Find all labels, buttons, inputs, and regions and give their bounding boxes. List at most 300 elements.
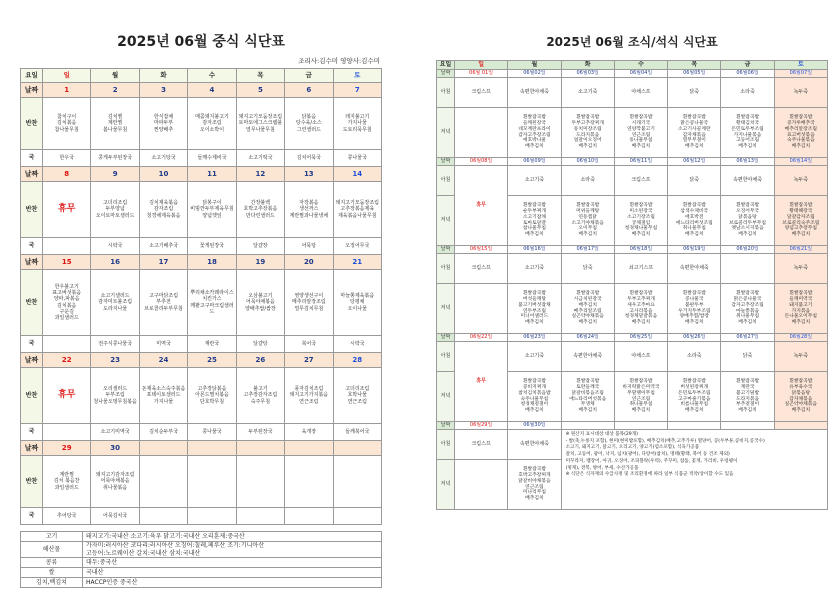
dinner-cell bbox=[455, 460, 508, 510]
soup-cell bbox=[139, 508, 187, 525]
dinner-cell: 흰쌀잡곡밥 황태김치국 돈민토두부조림 가지나물볶음 고등어조림 배추김치 bbox=[721, 108, 774, 158]
date-cell: 06월29일 bbox=[455, 422, 508, 430]
date-cell: 06월21일 bbox=[774, 246, 827, 254]
date-cell: 8 bbox=[43, 167, 91, 182]
breakfast-cell: 닭죽 bbox=[561, 254, 614, 284]
dinner-cell bbox=[455, 284, 508, 334]
date-row-label: 날짜 bbox=[21, 83, 43, 98]
origin-row bbox=[21, 532, 382, 542]
dinner-cell: 흰쌀잡곡밥 버섯들깨탕 불고기버섯잡채 연두부조림 미니어샐러드 배추김치 bbox=[508, 284, 561, 334]
lunch-menu-title: 2025년 06월 중식 식단표 bbox=[117, 34, 285, 50]
date-cell bbox=[774, 422, 827, 430]
soup-cell: 김치어묵국 bbox=[285, 150, 333, 167]
weekday-header-row bbox=[21, 69, 382, 83]
date-cell: 18 bbox=[188, 255, 236, 270]
date-cell: 06월15일 bbox=[455, 246, 508, 254]
breakfast-cell: 소고기죽 bbox=[508, 254, 561, 284]
breakfast-row-label: 아침 bbox=[437, 78, 455, 108]
breakfast-cell: 녹두죽 bbox=[774, 254, 827, 284]
date-cell: 06월05일 bbox=[668, 70, 721, 78]
dinner-cell: 흰쌀잡곡밥 머위들깨탕 연동찜닭 소고기야채볶음 오이무침 배추김치 bbox=[561, 196, 614, 246]
date-cell: 24 bbox=[139, 353, 187, 368]
main-dish-cell: 매콤돼지불고기 감자조림 오이소박이 bbox=[188, 98, 236, 150]
dinner-cell: 흰쌀잡곡밥 유부육수국 닭볶음탕 감자채볶음 실곤약야채볶음 배추김치 bbox=[774, 372, 827, 422]
date-row-label: 날짜 bbox=[437, 246, 455, 254]
holiday-label: 휴무 bbox=[43, 368, 91, 424]
dinner-cell: 흰쌀잡곡밥 콩나물국 불판두부 우거지두부조림 양배추찜/쌈장 배추김치 bbox=[668, 284, 721, 334]
soup-cell bbox=[43, 424, 91, 441]
date-cell: 06월12일 bbox=[668, 158, 721, 166]
date-row-label: 날짜 bbox=[21, 167, 43, 182]
dinner-cell: 흰쌀잡곡밥 버섯된장찌개 돈민토두부조림 고구마줄기볶음 비름나물무침 배추김치 bbox=[668, 372, 721, 422]
note-line: 소고기, 돼지고기, 닭고기, 오리고기, 양고기(염소포함), 식육가공품 bbox=[565, 445, 700, 451]
weekday-tuesday: 화 bbox=[561, 61, 614, 70]
origin-row bbox=[21, 542, 382, 558]
soup-cell: 콩나물국 bbox=[188, 424, 236, 441]
main-dish-row-label: 반찬 bbox=[21, 98, 43, 150]
date-cell bbox=[721, 422, 774, 430]
breakfast-cell: 닭죽 bbox=[668, 166, 721, 196]
main-dish-cell: 닭봉구이 비빔깐두부제육무침 양념깻잎 bbox=[188, 182, 236, 238]
date-cell bbox=[333, 441, 381, 456]
breakfast-row bbox=[437, 166, 828, 196]
main-dish-cell: 돈제육소스숙주볶음 포테이토샐러드 가지나물 bbox=[139, 368, 187, 424]
date-cell: 19 bbox=[236, 255, 284, 270]
soup-cell: 두부된장국 bbox=[236, 424, 284, 441]
breakfast-cell: 야채스프 bbox=[614, 342, 667, 372]
soup-cell: 달걀장 bbox=[236, 238, 284, 255]
breakfast-cell: 녹두죽 bbox=[774, 342, 827, 372]
date-cell bbox=[668, 422, 721, 430]
weekday-saturday: 토 bbox=[333, 69, 381, 83]
origin-category: 김치,백김치 bbox=[21, 578, 83, 588]
breakfast-cell: 소라죽 bbox=[721, 78, 774, 108]
dinner-cell: 흰쌀잡곡밥 맑은콩나물국 감자고추장조림 마늘쫑볶음 취나물무침 배추김치 bbox=[721, 284, 774, 334]
date-cell: 06월07일 bbox=[774, 70, 827, 78]
date-row bbox=[21, 255, 382, 270]
origin-row bbox=[21, 558, 382, 568]
date-cell bbox=[188, 441, 236, 456]
origin-category: 쌀 bbox=[21, 568, 83, 578]
date-cell: 12 bbox=[236, 167, 284, 182]
dinner-row-label: 저녁 bbox=[437, 284, 455, 334]
weekday-monday: 월 bbox=[508, 61, 561, 70]
main-dish-cell: 풍자김치조림 돼지고기가지볶음 연근조림 bbox=[285, 368, 333, 424]
origin-value: 국내산 bbox=[83, 568, 382, 578]
date-cell: 06월20일 bbox=[721, 246, 774, 254]
soup-cell: 김치순두부국 bbox=[139, 424, 187, 441]
breakfast-row-label: 아침 bbox=[437, 254, 455, 284]
breakfast-row bbox=[437, 78, 828, 108]
breakfast-cell: 녹두죽 bbox=[774, 78, 827, 108]
soup-cell: 계란국 bbox=[188, 336, 236, 353]
date-cell: 14 bbox=[333, 167, 381, 182]
soup-cell: 육개장 bbox=[285, 424, 333, 441]
breakfast-cell: 크림스프 bbox=[455, 78, 508, 108]
note-line: - 쌀(축,누룽지 포함), 현미(현미밥포함), 배추김치(배추,고추가루) 열양어, 콩(두부류,콩비지,콩국수) bbox=[565, 438, 765, 444]
holiday-label: 휴무 bbox=[455, 342, 508, 422]
soup-row bbox=[21, 238, 382, 255]
date-cell: 7 bbox=[333, 83, 381, 98]
main-dish-cell: 오리샐러드 두부조림 청나물오뎅무침볶음 bbox=[91, 368, 139, 424]
main-dish-cell: 한우불고기 표고버섯볶음 양파,파볶음 김치볶음 구운김 과일샐러드 bbox=[43, 270, 91, 336]
breakfast-row-label: 아침 bbox=[437, 342, 455, 372]
date-cell: 06월11일 bbox=[614, 158, 667, 166]
main-dish-cell bbox=[188, 456, 236, 508]
main-dish-cell: 김치찜 계란찜 봄나물무침 bbox=[91, 98, 139, 150]
notes-cell bbox=[561, 430, 827, 510]
soup-cell: 한우국 bbox=[43, 150, 91, 167]
date-cell: 06월16일 bbox=[508, 246, 561, 254]
soup-row-label: 국 bbox=[21, 150, 43, 167]
breakfast-cell: 크림스프 bbox=[455, 254, 508, 284]
date-cell: 13 bbox=[285, 167, 333, 182]
date-row bbox=[21, 83, 382, 98]
soup-row bbox=[21, 336, 382, 353]
date-row-label: 날짜 bbox=[21, 353, 43, 368]
soup-cell: 소고기떡국 bbox=[236, 150, 284, 167]
origin-value: 돼지고기:국내산 소고기:육우 닭고기:국내산 오리훈제:중국산 bbox=[83, 532, 382, 542]
dinner-cell: 흰쌀잡곡밥 시금치된장국 배추김치 메추리알조림 실곤약야채볶음 배추김치 bbox=[561, 284, 614, 334]
note-line: 갈치, 고등어, 광어, 낙지, 넙치(광어), 다랑어(참치), 명태(황태, 북어 등 건조 제외) bbox=[565, 452, 730, 458]
dinner-cell: 흰쌀잡곡밥 콩가루배추국 메추리알장조림 표고버섯볶음 숙주나물볶음 배추김치 bbox=[774, 108, 827, 158]
dinner-cell: 흰쌀잡곡밥 오징어무국 닭볶음탕 브로콜리두부무침 옛날소시지볶음 배추김치 bbox=[721, 196, 774, 246]
date-cell: 22 bbox=[43, 353, 91, 368]
date-cell: 2 bbox=[91, 83, 139, 98]
breakfast-dinner-table bbox=[436, 60, 828, 510]
date-row-label: 날짜 bbox=[437, 158, 455, 166]
date-cell: 06월23일 bbox=[508, 334, 561, 342]
main-dish-row bbox=[21, 368, 382, 424]
date-row bbox=[437, 70, 828, 78]
soup-cell: 콩나물국 bbox=[333, 150, 381, 167]
soup-cell bbox=[43, 336, 91, 353]
soup-cell bbox=[333, 508, 381, 525]
dinner-cell: 흰쌀잡곡밥 콩비지찌개 참치김치볶음밥 숙주나물무침 청경채겉절이 배추김치 bbox=[508, 372, 561, 422]
origin-category: 해산물 bbox=[21, 542, 83, 558]
date-cell: 4 bbox=[188, 83, 236, 98]
date-row-label: 날짜 bbox=[437, 334, 455, 342]
date-cell: 25 bbox=[188, 353, 236, 368]
date-cell bbox=[614, 422, 667, 430]
soup-cell bbox=[236, 508, 284, 525]
soup-cell bbox=[43, 238, 91, 255]
weekday-header-label: 요일 bbox=[21, 69, 43, 83]
main-dish-cell: 고더리조림 두부양념 오이토마토샐러드 bbox=[91, 182, 139, 238]
date-cell: 06월10일 bbox=[561, 158, 614, 166]
origin-category: 고기 bbox=[21, 532, 83, 542]
main-dish-cell: 불고기 고추장감자조림 숙주무침 bbox=[236, 368, 284, 424]
breakfast-cell: 소고기죽 bbox=[508, 342, 561, 372]
date-row-label: 날짜 bbox=[437, 422, 455, 430]
dinner-cell: 흰쌀잡곡밥 맑은콩나물국 소고기사골계란 감자채볶음 열무무절이 배추김치 bbox=[668, 108, 721, 158]
dinner-row bbox=[437, 284, 828, 334]
main-dish-cell: 고더리조림 호박나물 연근조림 bbox=[333, 368, 381, 424]
date-cell: 10 bbox=[139, 167, 187, 182]
weekday-sunday: 일 bbox=[455, 61, 508, 70]
lunch-menu-table bbox=[20, 68, 382, 525]
holiday-label: 휴무 bbox=[455, 166, 508, 246]
weekday-header-label: 요일 bbox=[437, 61, 455, 70]
date-cell: 15 bbox=[43, 255, 91, 270]
date-cell: 06월26일 bbox=[668, 334, 721, 342]
main-dish-row bbox=[21, 182, 382, 238]
date-cell: 21 bbox=[333, 255, 381, 270]
main-dish-row bbox=[21, 98, 382, 150]
date-cell: 23 bbox=[91, 353, 139, 368]
soup-cell: 들깨수제비국 bbox=[188, 150, 236, 167]
soup-row bbox=[21, 508, 382, 525]
main-dish-cell: 고추장닭볶음 아몬드멸치볶음 단호박무침 bbox=[188, 368, 236, 424]
breakfast-cell: 야채스프 bbox=[614, 78, 667, 108]
soup-row-label: 국 bbox=[21, 238, 43, 255]
main-dish-cell: 참치구이 김치볶음 참나물무침 bbox=[43, 98, 91, 150]
date-cell: 6 bbox=[285, 83, 333, 98]
date-row-label: 날짜 bbox=[21, 255, 43, 270]
date-row bbox=[437, 158, 828, 166]
date-row bbox=[437, 334, 828, 342]
dinner-cell bbox=[455, 108, 508, 158]
breakfast-dinner-title: 2025년 06월 조식/석식 식단표 bbox=[546, 35, 718, 49]
soup-cell: 소고기미역국 bbox=[91, 424, 139, 441]
date-cell: 5 bbox=[236, 83, 284, 98]
breakfast-row bbox=[437, 342, 828, 372]
dinner-cell: 흰쌀잡곡밥 시래기국 연양깍불고기 연근조림 동나물무침 배추김치 bbox=[614, 108, 667, 158]
main-dish-row bbox=[21, 456, 382, 508]
main-dish-cell bbox=[333, 456, 381, 508]
soup-cell: 소고기배추국 bbox=[139, 238, 187, 255]
dinner-cell: 흰쌀잡곡밥 두부고추장찌개 동치미장조림 도라지볶음 얼갈이오징어 배추김치 bbox=[561, 108, 614, 158]
soup-cell: 시락국 bbox=[333, 336, 381, 353]
breakfast-row-label: 아침 bbox=[437, 166, 455, 196]
dinner-row-label: 저녁 bbox=[437, 372, 455, 422]
main-dish-cell: 한식잡채 마파두부 찐양배추 bbox=[139, 98, 187, 150]
breakfast-cell: 녹두죽 bbox=[774, 166, 827, 196]
soup-row-label: 국 bbox=[21, 508, 43, 525]
breakfast-cell: 크림스프 bbox=[455, 430, 508, 460]
date-cell bbox=[285, 441, 333, 456]
date-cell: 06월30일 bbox=[508, 422, 561, 430]
soup-cell: 추어탕국 bbox=[43, 508, 91, 525]
weekday-friday: 금 bbox=[721, 61, 774, 70]
breakfast-row bbox=[437, 430, 828, 460]
origin-value: 가자미:러시아산 코다리:러시아산 오징어:칠레,페루산 조기:기니아산 고등어:노르웨이산 갈치:국내산 삼치:국내산 bbox=[83, 542, 382, 558]
soup-row bbox=[21, 424, 382, 441]
soup-cell: 콩게두부된장국 bbox=[91, 150, 139, 167]
main-dish-cell: 간장불백 호박고추장볶음 만다린샐러드 bbox=[236, 182, 284, 238]
weekday-thursday: 목 bbox=[236, 69, 284, 83]
dinner-cell: 흰쌀잡곡밥 호박고추장찌개 닭갈비야채볶음 연근조림 미나리무침 배추김치 bbox=[508, 460, 561, 510]
origin-row bbox=[21, 578, 382, 588]
date-cell: 9 bbox=[91, 167, 139, 182]
breakfast-dinner-panel bbox=[436, 30, 828, 510]
main-dish-cell: 마늘쫑제육볶음 탕평채 오이나물 bbox=[333, 270, 381, 336]
main-dish-cell: 소고기샐러드 감자미트볼조림 도라지나물 bbox=[91, 270, 139, 336]
main-dish-row-label: 반찬 bbox=[21, 456, 43, 508]
date-cell: 27 bbox=[285, 353, 333, 368]
weekday-sunday: 일 bbox=[43, 69, 91, 83]
note-line: ※ 식단은 식자재의 수급사정 및 조리환경에 따라 일부 식품군 적약/상이할 수도 있음 bbox=[565, 472, 734, 478]
weekday-wednesday: 수 bbox=[614, 61, 667, 70]
date-row bbox=[437, 246, 828, 254]
breakfast-cell: 소고기죽 bbox=[561, 78, 614, 108]
date-cell: 06월02일 bbox=[508, 70, 561, 78]
dinner-cell: 흰쌀잡곡밥 계란국 불고기덮밥 도라지볶음 부추겉절이 배추김치 bbox=[721, 372, 774, 422]
soup-cell: 어묵탕 bbox=[285, 238, 333, 255]
date-cell: 06월25일 bbox=[614, 334, 667, 342]
date-cell: 11 bbox=[188, 167, 236, 182]
soup-cell: 어묵김치국 bbox=[91, 508, 139, 525]
note-line: ※ 원산지 표시대상 대상 품목(29개) bbox=[565, 432, 638, 437]
main-dish-row-label: 반찬 bbox=[21, 182, 43, 238]
weekday-header-row bbox=[437, 61, 828, 70]
date-cell: 06월 01일 bbox=[455, 70, 508, 78]
origin-category: 콩류 bbox=[21, 558, 83, 568]
date-cell: 30 bbox=[91, 441, 139, 456]
soup-cell: 들깨북어국 bbox=[333, 424, 381, 441]
date-cell: 06월19일 bbox=[668, 246, 721, 254]
main-dish-cell: 고구마닭조림 부추전 브로콜리두부무침 bbox=[139, 270, 187, 336]
main-dish-cell: 자장볶음 생선까스 계란찜과나물냉채 bbox=[285, 182, 333, 238]
breakfast-cell: 닭죽 bbox=[668, 78, 721, 108]
dinner-cell: 흰쌀잡곡밥 순두부찌개 소고기잡채 토마토달걀 참나물무침 배추김치 bbox=[508, 196, 561, 246]
main-dish-cell: 돼지고기모둠장조림 고추장볶음제육 제육볶음나물무침 bbox=[333, 182, 381, 238]
soup-cell: 시락국 bbox=[91, 238, 139, 255]
breakfast-row bbox=[437, 254, 828, 284]
main-dish-cell: 영양생선구이 메추리알장조림 열무김치무침 bbox=[285, 270, 333, 336]
soup-cell: 꽃게된장국 bbox=[188, 238, 236, 255]
dinner-cell: 흰쌀잡곡밥 삼색수제비국 애호박전 애느타리버섯조림 취나물무침 배추김치 bbox=[668, 196, 721, 246]
breakfast-cell: 크림스프 bbox=[614, 166, 667, 196]
date-cell: 06월08일 bbox=[455, 158, 508, 166]
date-row bbox=[21, 167, 382, 182]
soup-cell bbox=[188, 508, 236, 525]
weekday-friday: 금 bbox=[285, 69, 333, 83]
date-cell bbox=[236, 441, 284, 456]
main-dish-cell bbox=[285, 456, 333, 508]
date-row-label: 날짜 bbox=[437, 70, 455, 78]
date-row bbox=[21, 353, 382, 368]
breakfast-cell: 속편한야채죽 bbox=[721, 166, 774, 196]
breakfast-cell: 소고기죽 bbox=[508, 166, 561, 196]
origin-row bbox=[21, 568, 382, 578]
weekday-saturday: 토 bbox=[774, 61, 827, 70]
soup-cell: 달걀탕 bbox=[236, 336, 284, 353]
date-cell: 06월28일 bbox=[774, 334, 827, 342]
dinner-cell: 흰쌀잡곡밥 바지락맑은미역국 무말랭이무침 연근조림 취나물무침 배추김치 bbox=[614, 372, 667, 422]
soup-row-label: 국 bbox=[21, 424, 43, 441]
soup-row-label: 국 bbox=[21, 336, 43, 353]
date-cell: 3 bbox=[139, 83, 187, 98]
weekday-monday: 월 bbox=[91, 69, 139, 83]
main-dish-cell bbox=[236, 456, 284, 508]
origin-table bbox=[20, 531, 382, 588]
lunch-menu-staff: 조리사:김수미 영양사:김수미 bbox=[298, 57, 380, 65]
main-dish-row-label: 반찬 bbox=[21, 270, 43, 336]
date-row bbox=[21, 441, 382, 456]
date-row bbox=[437, 422, 828, 430]
main-dish-cell: 오삼불고기 어묵야채볶음 양배추쌈/쌈장 bbox=[236, 270, 284, 336]
date-cell: 06월13일 bbox=[721, 158, 774, 166]
date-cell: 26 bbox=[236, 353, 284, 368]
dinner-cell: 흰쌀잡곡밥 들깨미역국 돼지불고기 가지볶음 돈나물오이무침 배추김치 bbox=[774, 284, 827, 334]
breakfast-row-label: 아침 bbox=[437, 430, 455, 460]
date-cell: 06월06일 bbox=[721, 70, 774, 78]
date-cell bbox=[139, 441, 187, 456]
main-dish-cell bbox=[139, 456, 187, 508]
breakfast-cell: 속편한야채죽 bbox=[668, 254, 721, 284]
date-cell: 20 bbox=[285, 255, 333, 270]
dinner-cell: 흰쌀잡곡밥 토란들깨국 닭갈비볶음조림 애느타리버섯볶음 무생채 배추김치 bbox=[561, 372, 614, 422]
breakfast-cell: 닭죽 bbox=[721, 342, 774, 372]
date-cell: 28 bbox=[333, 353, 381, 368]
dinner-row-label: 저녁 bbox=[437, 196, 455, 246]
main-dish-cell: 돼지고기감자조림 어묵야채볶음 취나물볶음 bbox=[91, 456, 139, 508]
breakfast-cell bbox=[721, 254, 774, 284]
main-dish-cell: 돼지불고기 가지나물 도토리묵무침 bbox=[333, 98, 381, 150]
dinner-cell: 흰쌀잡곡밥 두부고추찌개 새우고추마요 고사리볶음 청경채달걀볶음 배추김치 bbox=[614, 284, 667, 334]
weekday-wednesday: 수 bbox=[188, 69, 236, 83]
breakfast-cell: 소라죽 bbox=[561, 166, 614, 196]
soup-cell: 미역국 bbox=[139, 336, 187, 353]
date-cell: 06월17일 bbox=[561, 246, 614, 254]
dinner-cell: 흰쌀잡곡밥 미소된장국 소고기장조림 궁채절임 청경채나물무침 배추김치 bbox=[614, 196, 667, 246]
note-line: (멍게), 전복, 방어, 부세, 수산가공품 bbox=[565, 465, 639, 471]
weekday-tuesday: 화 bbox=[139, 69, 187, 83]
lunch-menu-panel bbox=[20, 30, 382, 588]
date-cell: 06월03일 bbox=[561, 70, 614, 78]
soup-cell: 소고기탕국 bbox=[139, 150, 187, 167]
date-cell bbox=[561, 422, 614, 430]
date-cell: 29 bbox=[43, 441, 91, 456]
breakfast-cell: 속편한야채죽 bbox=[508, 430, 561, 460]
main-dish-cell: 돼지고기모둠장조림 토마토에그스크램블 열무나물무침 bbox=[236, 98, 284, 150]
date-cell: 06월22일 bbox=[455, 334, 508, 342]
breakfast-cell: 속편한야채죽 bbox=[561, 342, 614, 372]
dinner-row-label: 저녁 bbox=[437, 108, 455, 158]
origin-value: 대두:중국산 bbox=[83, 558, 382, 568]
holiday-label: 휴무 bbox=[43, 182, 91, 238]
date-cell: 06월09일 bbox=[508, 158, 561, 166]
note-line: 미꾸라지, 뱀장어, 아귀, 오징어, 조피볼락(우럭), 주꾸미, 참돔, 꽃게, 가리비, 우렁쉥이 bbox=[565, 458, 738, 464]
soup-cell: 전주식콩나물국 bbox=[91, 336, 139, 353]
dinner-row-label: 저녁 bbox=[437, 460, 455, 510]
main-dish-cell: 뿌리채소카레라이스 치킨가스 깨팥고구마크림샐러드 bbox=[188, 270, 236, 336]
date-row-label: 날짜 bbox=[21, 441, 43, 456]
dinner-cell: 흰쌀잡곡밥 들깨된장국 네모계란프라이 감자고추장조림 애호박나물 배추김치 bbox=[508, 108, 561, 158]
date-cell: 06월18일 bbox=[614, 246, 667, 254]
date-cell: 17 bbox=[139, 255, 187, 270]
soup-cell: 오징어무국 bbox=[333, 238, 381, 255]
breakfast-cell: 소라죽 bbox=[668, 342, 721, 372]
origin-value: HACCP인증 중국산 bbox=[83, 578, 382, 588]
weekday-thursday: 목 bbox=[668, 61, 721, 70]
main-dish-cell: 계란찜 김치 볶음찬 과일샐러드 bbox=[43, 456, 91, 508]
date-cell: 06월24일 bbox=[561, 334, 614, 342]
main-dish-cell: 닭볶음 탕수육/소스 그린샐러드 bbox=[285, 98, 333, 150]
dinner-cell: 흰쌀잡곡밥 황태해장국 달걀감자조림 브로콜리숙주조림 양념고추장무침 배추김치 bbox=[774, 196, 827, 246]
date-cell: 16 bbox=[91, 255, 139, 270]
soup-cell bbox=[285, 508, 333, 525]
soup-cell: 북어국 bbox=[285, 336, 333, 353]
date-cell: 06월14일 bbox=[774, 158, 827, 166]
dinner-row bbox=[437, 108, 828, 158]
main-dish-row-label: 반찬 bbox=[21, 368, 43, 424]
breakfast-cell: 속편한야채죽 bbox=[508, 78, 561, 108]
date-cell: 06월04일 bbox=[614, 70, 667, 78]
breakfast-cell: 쇠고기스프 bbox=[614, 254, 667, 284]
soup-row bbox=[21, 150, 382, 167]
